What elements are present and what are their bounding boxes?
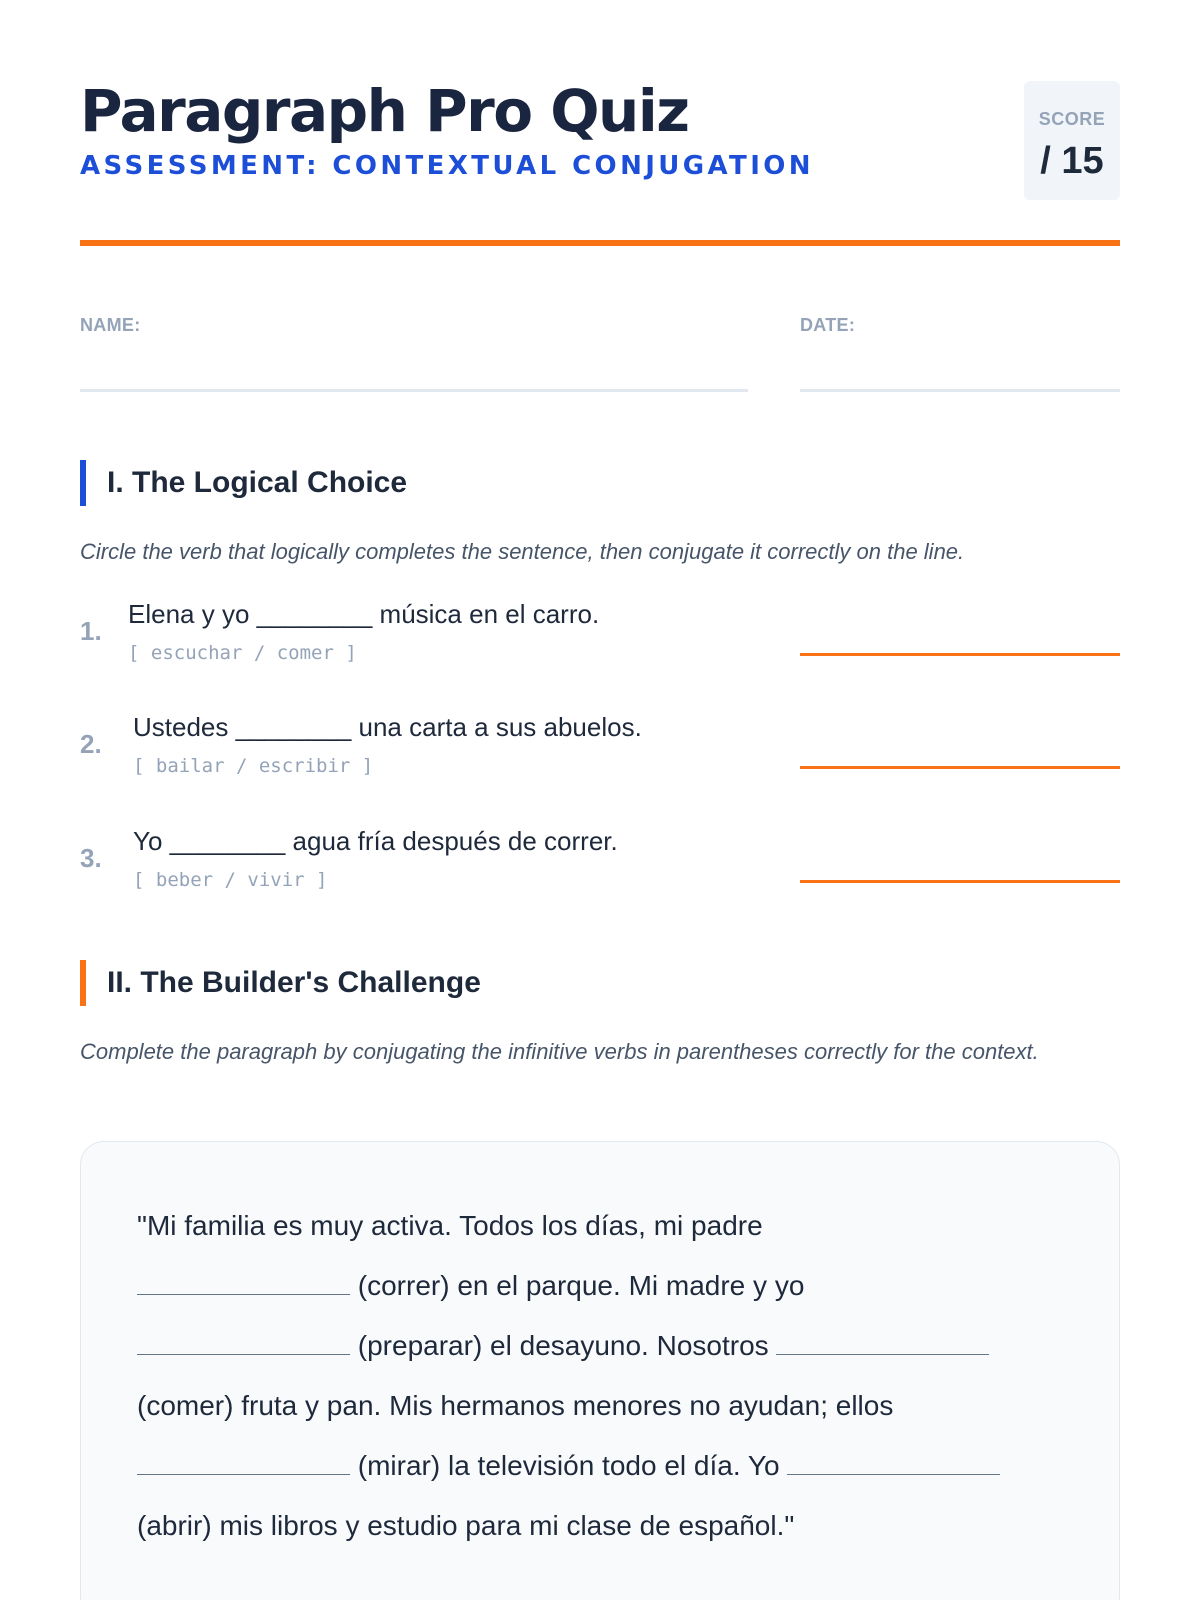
question-1-answer-line[interactable] [800, 653, 1120, 656]
question-2-number: 2. [80, 729, 102, 759]
question-1-number: 1. [80, 616, 102, 646]
header-divider [80, 240, 1120, 246]
question-1-options: [ escuchar / comer ] [128, 642, 357, 664]
date-label: DATE: [800, 315, 856, 335]
name-label: NAME: [80, 315, 141, 335]
paragraph-text: (mirar) la televisión todo el día. Yo [357, 1450, 780, 1481]
paragraph-text: (correr) en el parque. Mi madre y yo [357, 1270, 805, 1301]
section-2-instructions: Complete the paragraph by conjugating the infinitive verbs in parentheses correctly for the context. [80, 1039, 1039, 1064]
paragraph-line-1 [137, 1212, 763, 1240]
question-1-sentence: Elena y yo ________ música en el carro. [128, 599, 600, 629]
section-1-instructions: Circle the verb that logically completes the sentence, then conjugate it correctly on the line. [80, 539, 965, 564]
section-1-marker [80, 460, 86, 506]
quiz-header [80, 78, 1120, 204]
paragraph-line-3 [137, 1332, 989, 1360]
score-value: / 15 [1040, 140, 1104, 182]
paragraph-line-4 [137, 1392, 893, 1420]
question-2-answer-line[interactable] [800, 766, 1120, 769]
paragraph-blank-mirar[interactable] [137, 1455, 350, 1475]
score-label: SCORE [1038, 109, 1106, 129]
paragraph-text: (comer) fruta y pan. Mis hermanos menores no ayudan; ellos [137, 1390, 894, 1421]
section-2-title: II. The Builder's Challenge [107, 966, 481, 999]
page-title: Paragraph Pro Quiz [80, 77, 689, 145]
section-2-marker [80, 960, 86, 1006]
paragraph-line-5 [137, 1452, 1000, 1480]
question-2-options: [ bailar / escribir ] [133, 755, 374, 777]
paragraph-text: "Mi familia es muy activa. Todos los días, mi padre [137, 1210, 763, 1241]
question-3-number: 3. [80, 843, 102, 873]
paragraph-blank-correr[interactable] [137, 1275, 350, 1295]
paragraph-text: (abrir) mis libros y estudio para mi clase de español." [137, 1510, 795, 1541]
paragraph-blank-preparar[interactable] [137, 1335, 350, 1355]
paragraph-box [80, 1141, 1120, 1600]
question-3-sentence: Yo ________ agua fría después de correr. [133, 826, 618, 856]
question-2-sentence: Ustedes ________ una carta a sus abuelos. [133, 712, 642, 742]
paragraph-text: (preparar) el desayuno. Nosotros [357, 1330, 769, 1361]
paragraph-line-6 [137, 1512, 794, 1540]
paragraph-blank-comer[interactable] [776, 1335, 989, 1355]
paragraph-line-2 [137, 1272, 804, 1300]
section-1-title: I. The Logical Choice [107, 466, 408, 499]
page-subtitle: ASSESSMENT: CONTEXTUAL CONJUGATION [80, 151, 814, 181]
date-field[interactable] [800, 389, 1120, 392]
question-3-options: [ beber / vivir ] [133, 869, 328, 891]
paragraph-blank-abrir[interactable] [787, 1455, 1000, 1475]
question-3-answer-line[interactable] [800, 880, 1120, 883]
name-field[interactable] [80, 389, 748, 392]
score-box [1024, 81, 1120, 200]
